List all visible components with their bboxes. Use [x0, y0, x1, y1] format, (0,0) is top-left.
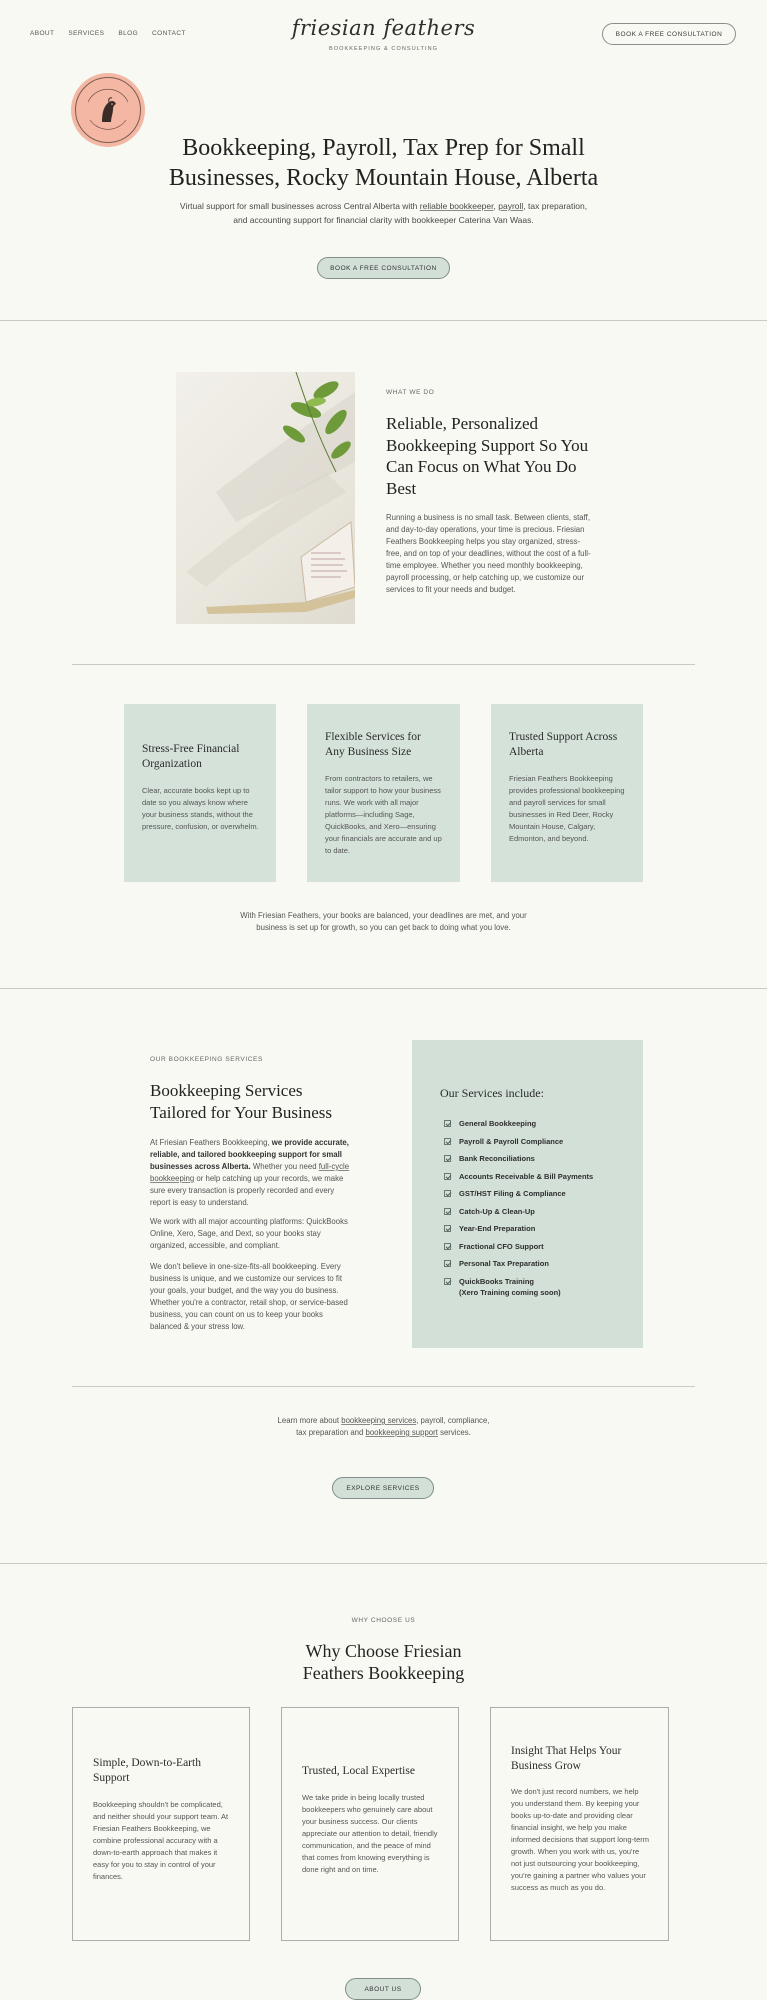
checkbox-icon [444, 1243, 451, 1250]
feature-card [491, 704, 643, 882]
feature-card-body: From contractors to retailers, we tailor support to how your business runs. We work with all major platforms—including Sage, QuickBooks, and Xero—ensuring your financials are accurate and up to date. [325, 774, 442, 855]
laptop-plant-photo [176, 372, 355, 624]
why-card-body: We take pride in being locally trusted bookkeepers who genuinely care about your business success. Our clients appreciate our attention to detail, friendly communication, and the peace of mind that comes from knowing everything is done right and on time. [302, 1793, 438, 1874]
services-title: Bookkeeping Services Tailored for Your Business [150, 1081, 333, 1122]
service-item: Personal Tax Preparation [444, 1258, 593, 1269]
services-learn-more: Learn more about bookkeeping services, payroll, compliance, tax preparation and bookkeeping support services. [277, 1416, 490, 1437]
hero-title-line2: Businesses, Rocky Mountain House, Alberta [168, 165, 599, 191]
why-card-title: Insight That Helps Your Business Grow [511, 1745, 622, 1772]
checkbox-icon [444, 1208, 451, 1215]
services-box-title: Our Services include: [440, 1086, 544, 1100]
services-list [444, 1118, 593, 1304]
service-item: GST/HST Filing & Compliance [444, 1188, 593, 1199]
why-card-body: Bookkeeping shouldn't be complicated, and neither should your support team. At Friesian Feathers Bookkeeping, we combine professional accuracy with a down-to-earth approach that makes it easy for you to stay in control of your finances. [93, 1800, 229, 1881]
nav-contact[interactable]: CONTACT [152, 30, 186, 37]
link-payroll[interactable]: payroll [498, 201, 524, 211]
feature-card-title: Flexible Services for Any Business Size [325, 731, 421, 758]
why-eyebrow: WHY CHOOSE US [351, 1617, 416, 1624]
nav-about[interactable]: ABOUT [30, 30, 55, 37]
site-logo[interactable]: friesian feathers [291, 16, 476, 40]
section-divider [72, 1386, 695, 1387]
section-divider [0, 320, 767, 321]
header-consultation-button[interactable]: BOOK A FREE CONSULTATION [602, 23, 736, 45]
hero-consultation-button[interactable]: BOOK A FREE CONSULTATION [317, 257, 450, 279]
checkbox-icon [444, 1225, 451, 1232]
service-item: Catch-Up & Clean-Up [444, 1206, 593, 1217]
link-bookkeeping-services[interactable]: bookkeeping services [341, 1416, 417, 1425]
link-bookkeeping-support[interactable]: bookkeeping support [365, 1428, 438, 1437]
feature-card-title: Stress-Free Financial Organization [142, 743, 240, 770]
service-item: Bank Reconciliations [444, 1153, 593, 1164]
feature-card-body: Friesian Feathers Bookkeeping provides professional bookkeeping and payroll services for small businesses in Red Deer, Rocky Mountain House, Calgary, Edmonton, and beyond. [509, 774, 625, 843]
why-card-title: Trusted, Local Expertise [302, 1765, 415, 1777]
section-divider [0, 988, 767, 989]
logo-tagline: BOOKKEEPING & CONSULTING [328, 46, 439, 52]
why-card [281, 1707, 459, 1941]
hero-title-line1: Bookkeeping, Payroll, Tax Prep for Small [182, 135, 585, 161]
about-us-button[interactable]: ABOUT US [345, 1978, 421, 2000]
feature-card-title: Trusted Support Across Alberta [509, 731, 618, 758]
section-divider [72, 664, 695, 665]
why-card [490, 1707, 669, 1941]
link-full-cycle-bookkeeping[interactable]: full-cycle bookkeeping [150, 1162, 350, 1183]
checkbox-icon [444, 1138, 451, 1145]
why-card-title: Simple, Down-to-Earth Support [93, 1757, 201, 1784]
what-we-do-title: Reliable, Personalized Bookkeeping Support So You Can Focus on What You Do Best [386, 414, 589, 498]
checkbox-icon [444, 1260, 451, 1267]
horse-emblem-icon [78, 80, 138, 140]
checkbox-icon [444, 1155, 451, 1162]
feature-card [307, 704, 460, 882]
services-paragraph-1: At Friesian Feathers Bookkeeping, we provide accurate, reliable, and tailored bookkeeping support for small businesses across Alberta. Whether you need full-cycle bookkeeping or help catching up your records, we make sure every transaction is properly recorded and every report is easy to understand. [150, 1138, 350, 1207]
services-paragraph-2: We work with all major accounting platforms: QuickBooks Online, Xero, Sage, and Dext, so your books stay organized, accessible, and compliant. [150, 1217, 348, 1250]
service-item: Fractional CFO Support [444, 1241, 593, 1252]
service-item: Year-End Preparation [444, 1223, 593, 1234]
feature-card [124, 704, 276, 882]
hero-title [0, 133, 767, 193]
checkbox-icon [444, 1190, 451, 1197]
section-divider [0, 1563, 767, 1564]
service-item: Accounts Receivable & Bill Payments [444, 1171, 593, 1182]
checkbox-icon [444, 1278, 451, 1285]
photo-illustration [176, 372, 355, 624]
nav-services[interactable]: SERVICES [68, 30, 105, 37]
hero-subtitle: Virtual support for small businesses across Central Alberta with reliable bookkeeper, payroll, tax preparation, and accounting support for financial clarity with bookkeeper Caterina Van Waas. [179, 201, 588, 225]
why-card-body: We don't just record numbers, we help you understand them. By keeping your books up-to-date and providing clear financial insight, we help you make informed decisions that support long-term growth. When you work with us, you're not just outsourcing your bookkeeping, you're gaining a partner who values your success as much as you do. [511, 1787, 649, 1892]
checkbox-icon [444, 1173, 451, 1180]
features-footer-text: With Friesian Feathers, your books are balanced, your deadlines are met, and your business is set up for growth, so you can get back to doing what you love. [240, 911, 527, 932]
service-item: Payroll & Payroll Compliance [444, 1136, 593, 1147]
service-item: QuickBooks Training (Xero Training coming soon) [444, 1276, 593, 1298]
feature-card-body: Clear, accurate books kept up to date so you always know where your business stands, without the pressure, confusion, or overwhelm. [142, 786, 259, 831]
link-reliable-bookkeeper[interactable]: reliable bookkeeper [419, 201, 494, 211]
explore-services-button[interactable]: EXPLORE SERVICES [332, 1477, 434, 1499]
checkbox-icon [444, 1120, 451, 1127]
what-we-do-eyebrow: WHAT WE DO [386, 389, 435, 396]
services-eyebrow: OUR BOOKKEEPING SERVICES [150, 1056, 263, 1063]
nav-blog[interactable]: BLOG [118, 30, 139, 37]
why-card [72, 1707, 250, 1941]
services-paragraph-3: We don't believe in one-size-fits-all bookkeeping. Every business is unique, and we customize our services to fit your goals, your budget, and the way you do business. Whether you're a contractor, retail shop, or service-based business, you can count on us to keep your books balanced & your stress low. [150, 1262, 348, 1331]
services-list-box [412, 1040, 643, 1348]
what-we-do-body: Running a business is no small task. Between clients, staff, and day-to-day operations, your time is precious. Friesian Feathers Bookkeeping helps you stay organized, stress-free, and on top of your deadlines, without the cost of a full-time employee. Whether you need monthly bookkeeping, payroll processing, or help catching up, we customize our services to fit your needs and budget. [386, 513, 591, 594]
why-title: Why Choose Friesian Feathers Bookkeeping [302, 1641, 465, 1683]
service-item: General Bookkeeping [444, 1118, 593, 1129]
